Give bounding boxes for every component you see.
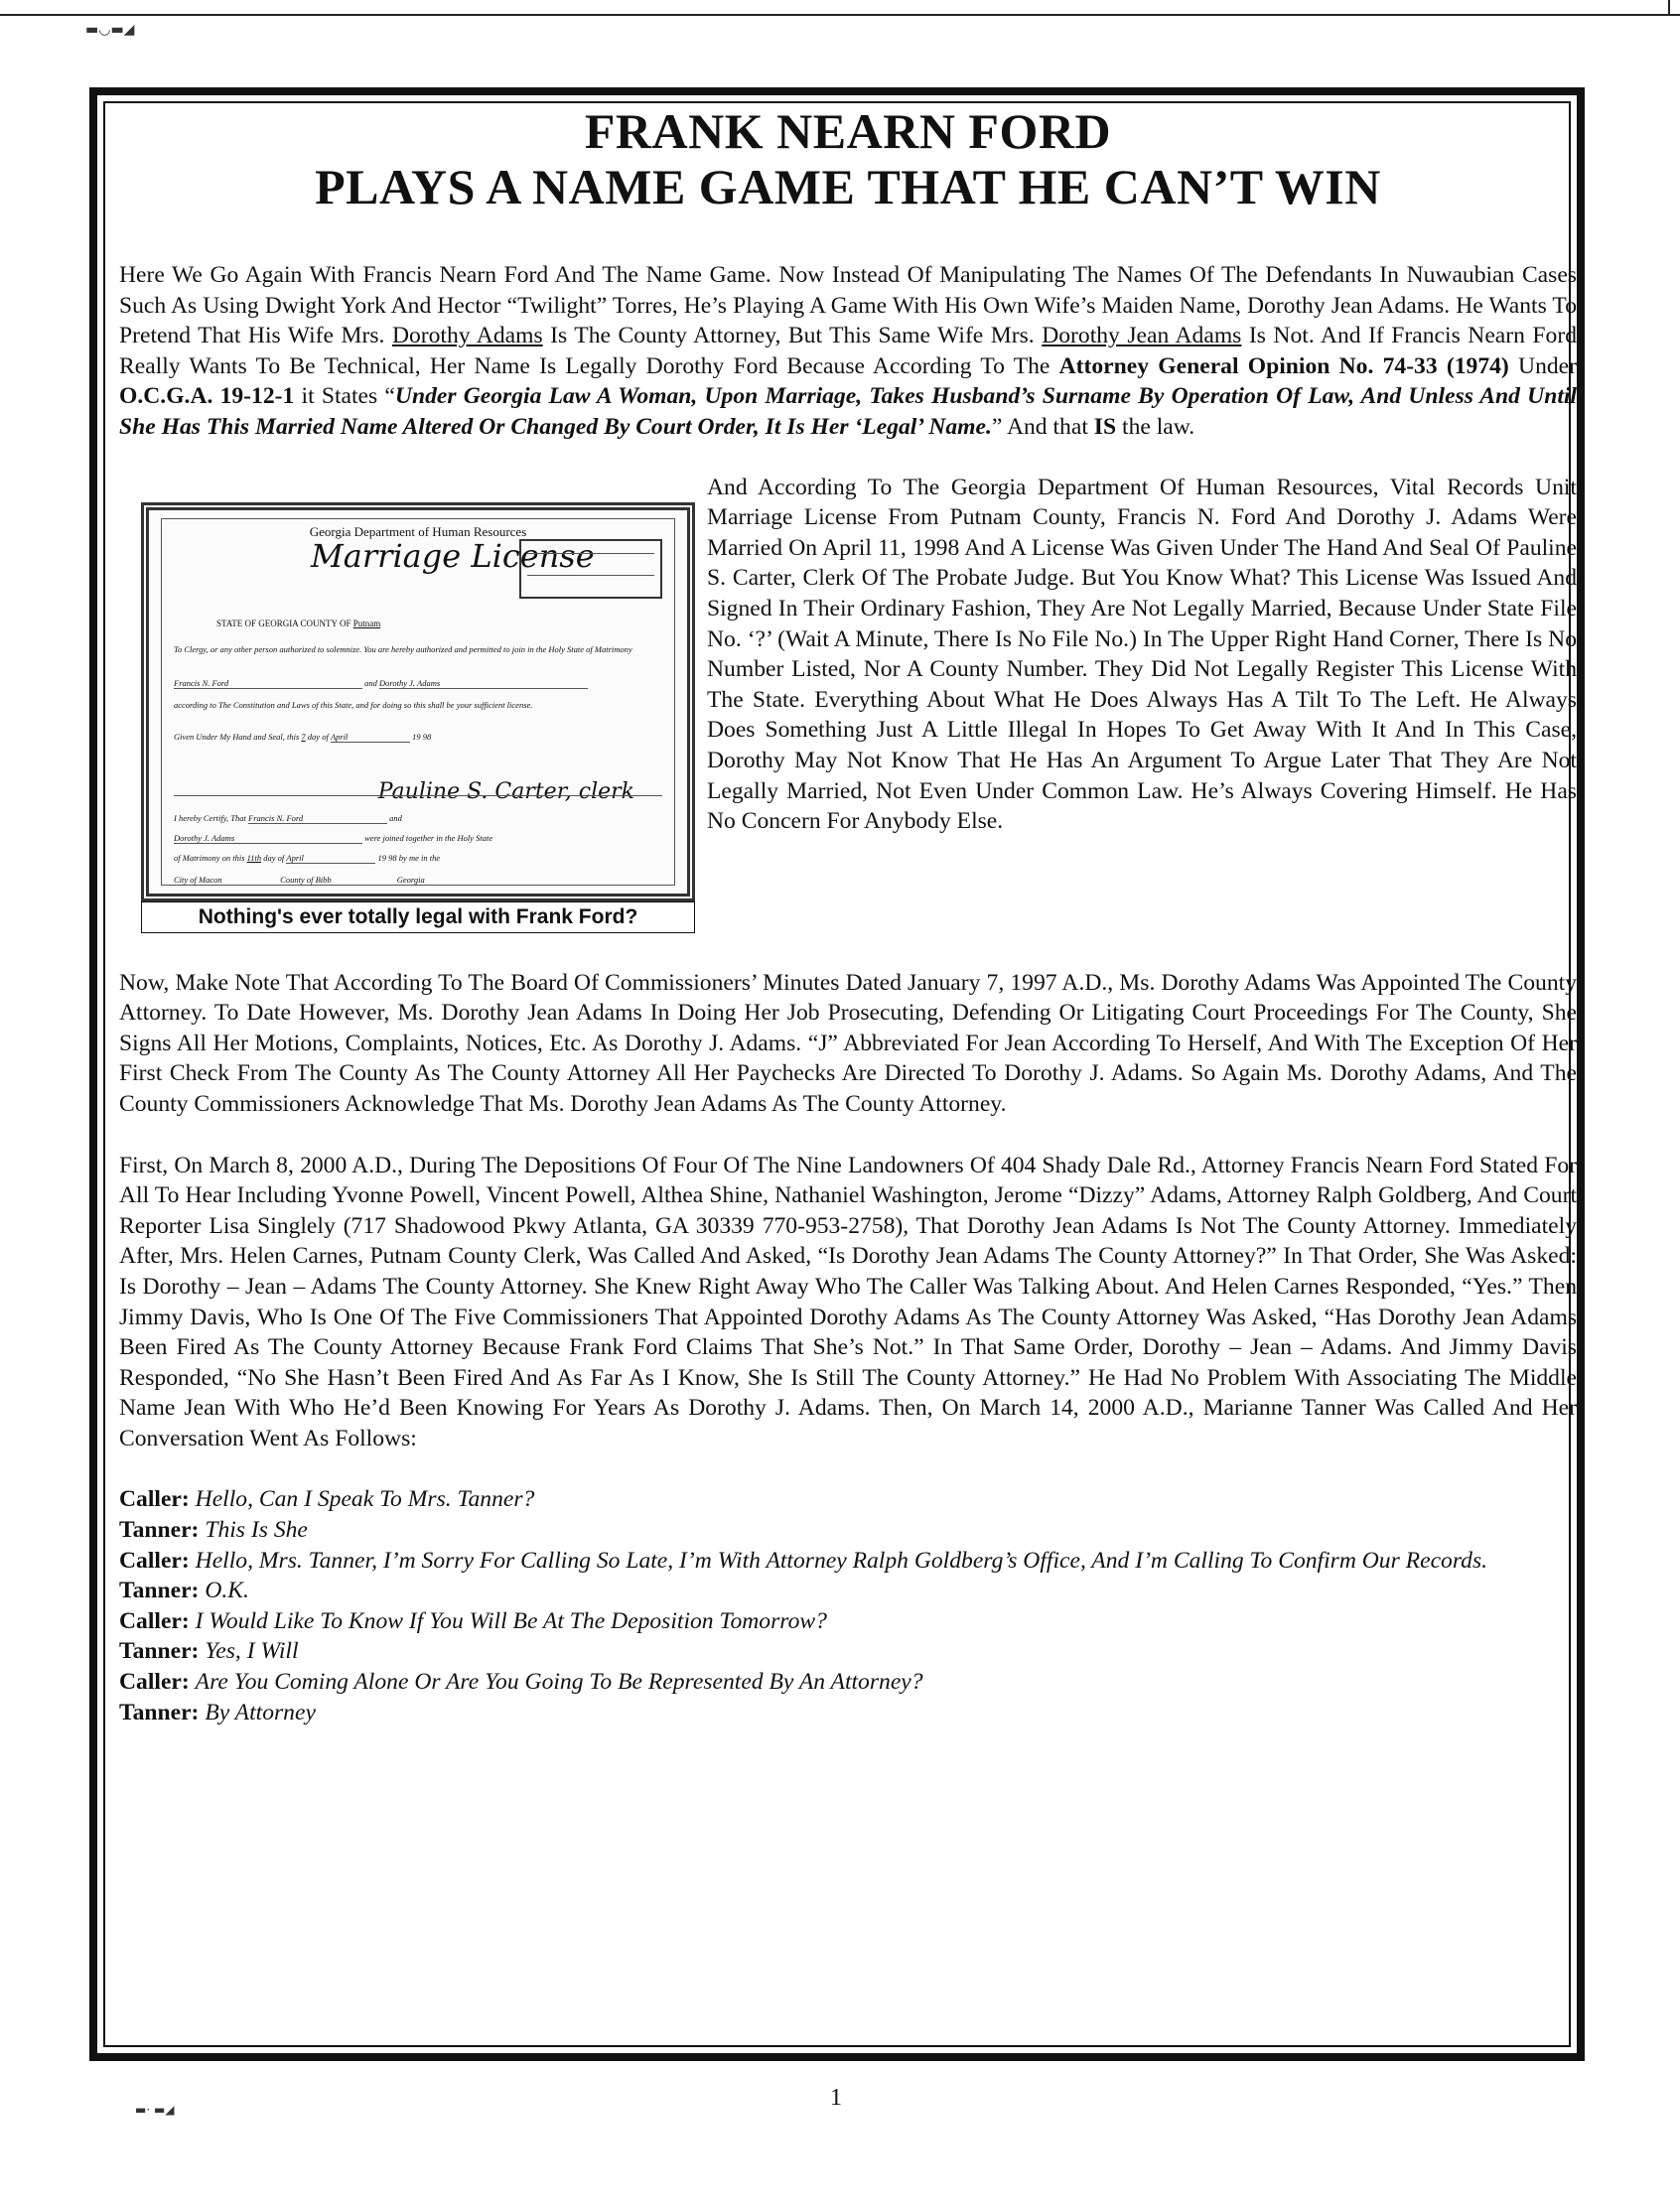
dialog-line: Caller: Hello, Mrs. Tanner, I’m Sorry For Calling So Late, I’m With Attorney Ralph Goldberg’s Office, And I’m Calling To Confirm Our Records. — [119, 1547, 1488, 1574]
page-title: FRANK NEARN FORD PLAYS A NAME GAME THAT HE CAN’T WIN — [315, 103, 1381, 214]
dialog-line: Tanner: O.K. — [119, 1578, 249, 1604]
dialog-line: Caller: Are You Coming Alone Or Are You Going To Be Represented By An Attorney? — [119, 1669, 923, 1696]
license-file-number-box — [519, 539, 662, 599]
license-certify-line: I hereby Certify, That Francis N. Ford and — [174, 812, 402, 823]
intro-paragraph: Here We Go Again With Francis Nearn Ford And The Name Game. Now Instead Of Manipulating The Names Of The Defendants In Nuwaubian Cases Such As Using Dwight York And Hector “Twilight” Torres, He’s Playing A Game With His Own Wife’s Maiden Name, Dorothy Jean Adams. He Wants To Pretend That His Wife Mrs. Dorothy Adams Is The County Attorney, But This Same Wife Mrs. Dorothy Jean Adams Is Not. And If Francis Nearn Ford Really Wants To Be Technical, Her Name Is Legally Dorothy Ford Because According To The Attorney General Opinion No. 74-33 (1974) Under O.C.G.A. 19-12-1 it States “Under Georgia Law A Woman, Upon Marriage, Takes Husband’s Surname By Operation Of Law, And Unless And Until She Has This Married Name Altered Or Changed By Court Order, It Is Her ‘Legal’ Name.” And that IS the law. — [119, 262, 1577, 440]
license-clergy-text: To Clergy, or any other person authorized to solemnize. You are hereby authorized and permitted to join in the Holy State of Matrimony — [174, 643, 632, 654]
dialog-line: Tanner: This Is She — [119, 1517, 308, 1544]
license-given-line: Given Under My Hand and Seal, this 7 day of April 19 98 — [174, 731, 432, 742]
dialog-line: Tanner: By Attorney — [119, 1699, 316, 1725]
license-department: Georgia Department of Human Resources — [309, 523, 527, 539]
page-number: 1 — [830, 2085, 842, 2111]
scan-artifact-mark: ▬◡▬◢ — [85, 22, 135, 38]
dialog-line: Caller: Hello, Can I Speak To Mrs. Tanner? — [119, 1486, 535, 1513]
minutes-paragraph: Now, Make Note That According To The Board Of Commissioners’ Minutes Dated January 7, 1997 A.D., Ms. Dorothy Adams Was Appointed The County Attorney. To Date However, Ms. Dorothy Jean Adams In Doing Her Job Prosecuting, Defending Or Litigating Court Proceedings For The County, She Signs All Her Motions, Complaints, Notices, Etc. As Dorothy J. Adams. “J” Abbreviated For Jean According To Herself, And With The Exception Of Her First Check From The County As The County Attorney All Her Paychecks Are Directed To Dorothy J. Adams. So Again Ms. Dorothy Adams, And The County Commissioners Acknowledge That Ms. Dorothy Jean Adams As The County Attorney. — [119, 969, 1577, 1117]
license-joined-line: Dorothy J. Adams were joined together in the Holy State — [174, 832, 493, 843]
license-title: Marriage License — [311, 536, 595, 575]
article — [119, 103, 1577, 1727]
phone-conversation — [119, 1484, 1577, 1727]
license-caption: Nothing's ever totally legal with Frank Ford? — [141, 901, 695, 933]
dialog-line: Tanner: Yes, I Will — [119, 1638, 299, 1665]
license-paragraph: And According To The Georgia Department Of Human Resources, Vital Records Unit Marriage License From Putnam County, Francis N. Ford And Dorothy J. Adams Were Married On April 11, 1998 And A License Was Given Under The Hand And Seal Of Pauline S. Carter, Clerk Of The Probate Judge. But You Know What? This License Was Issued And Signed In Their Ordinary Fashion, They Are Not Legally Married, Because Under State File No. ‘?’ (Wait A Minute, There Is No File No.) In The Upper Right Hand Corner, There Is No Number Listed, Nor A County Number. They Did Not Legally Register This License With The State. Everything About What He Does Always Has A Tilt To The Left. He Always Does Something Just A Little Illegal In Hopes To Get Away With It And In This Case, Dorothy May Not Know That He Has An Argument To Argue Later That They Are Not Legally Married, Not Even Under Common Law. He’s Always Covering Himself. He Has No Concern For Anybody Else. — [707, 474, 1577, 835]
depositions-paragraph: First, On March 8, 2000 A.D., During The Depositions Of Four Of The Nine Landowners Of 404 Shady Dale Rd., Attorney Francis Nearn Ford Stated For All To Hear Including Yvonne Powell, Vincent Powell, Althea Shine, Nathaniel Washington, Jerome “Dizzy” Adams, Attorney Ralph Goldberg, And Court Reporter Lisa Singlely (717 Shadowood Pkwy Atlanta, GA 30339 770-953-2758), That Dorothy Jean Adams Is Not The County Attorney. Immediately After, Mrs. Helen Carnes, Putnam County Clerk, Was Called And Asked, “Is Dorothy Jean Adams The County Attorney?” In That Order, She Was Asked: Is Dorothy – Jean – Adams The County Attorney. She Knew Right Away Who The Caller Was Talking About. And Helen Carnes Responded, “Yes.” Then Jimmy Davis, Who Is One Of The Five Commissioners That Appointed Dorothy Adams As The County Attorney Was Asked, “Has Dorothy Jean Adams Been Fired As The County Attorney Because Frank Ford Claims That She’s Not.” In That Same Order, Dorothy – Jean – Adams. And Jimmy Davis Responded, “No She Hasn’t Been Fired And As Far As I Know, She Is Still The County Attorney.” He Had No Problem With Associating The Middle Name Jean With Who He’d Been Knowing For Years As Dorothy J. Adams. Then, On March 14, 2000 A.D., Marianne Tanner Was Called And Her Conversation Went As Follows: — [119, 1152, 1577, 1451]
license-state-line: STATE OF GEORGIA COUNTY OF Putnam — [216, 618, 381, 628]
license-couple-line: Francis N. Ford and Dorothy J. Adams — [174, 678, 662, 689]
license-matrimony-line: of Matrimony on this 11th day of April 19 98 by me in the — [174, 852, 441, 863]
dialog-line: Caller: I Would Like To Know If You Will Be At The Deposition Tomorrow? — [119, 1607, 827, 1634]
scan-artifact-mark: ▬· ▬◢ — [135, 2103, 175, 2117]
license-constitution-text: according to The Constitution and Laws of this State, and for doing so this shall be your sufficient license. — [174, 699, 533, 710]
license-place-line: City of Macon County of Bibb Georgia — [174, 874, 425, 885]
license-section — [119, 473, 1577, 937]
marriage-license-image — [141, 502, 695, 901]
marriage-license-figure — [141, 502, 695, 933]
clerk-signature: Pauline S. Carter, clerk — [377, 778, 634, 804]
scan-top-border — [0, 0, 1680, 16]
